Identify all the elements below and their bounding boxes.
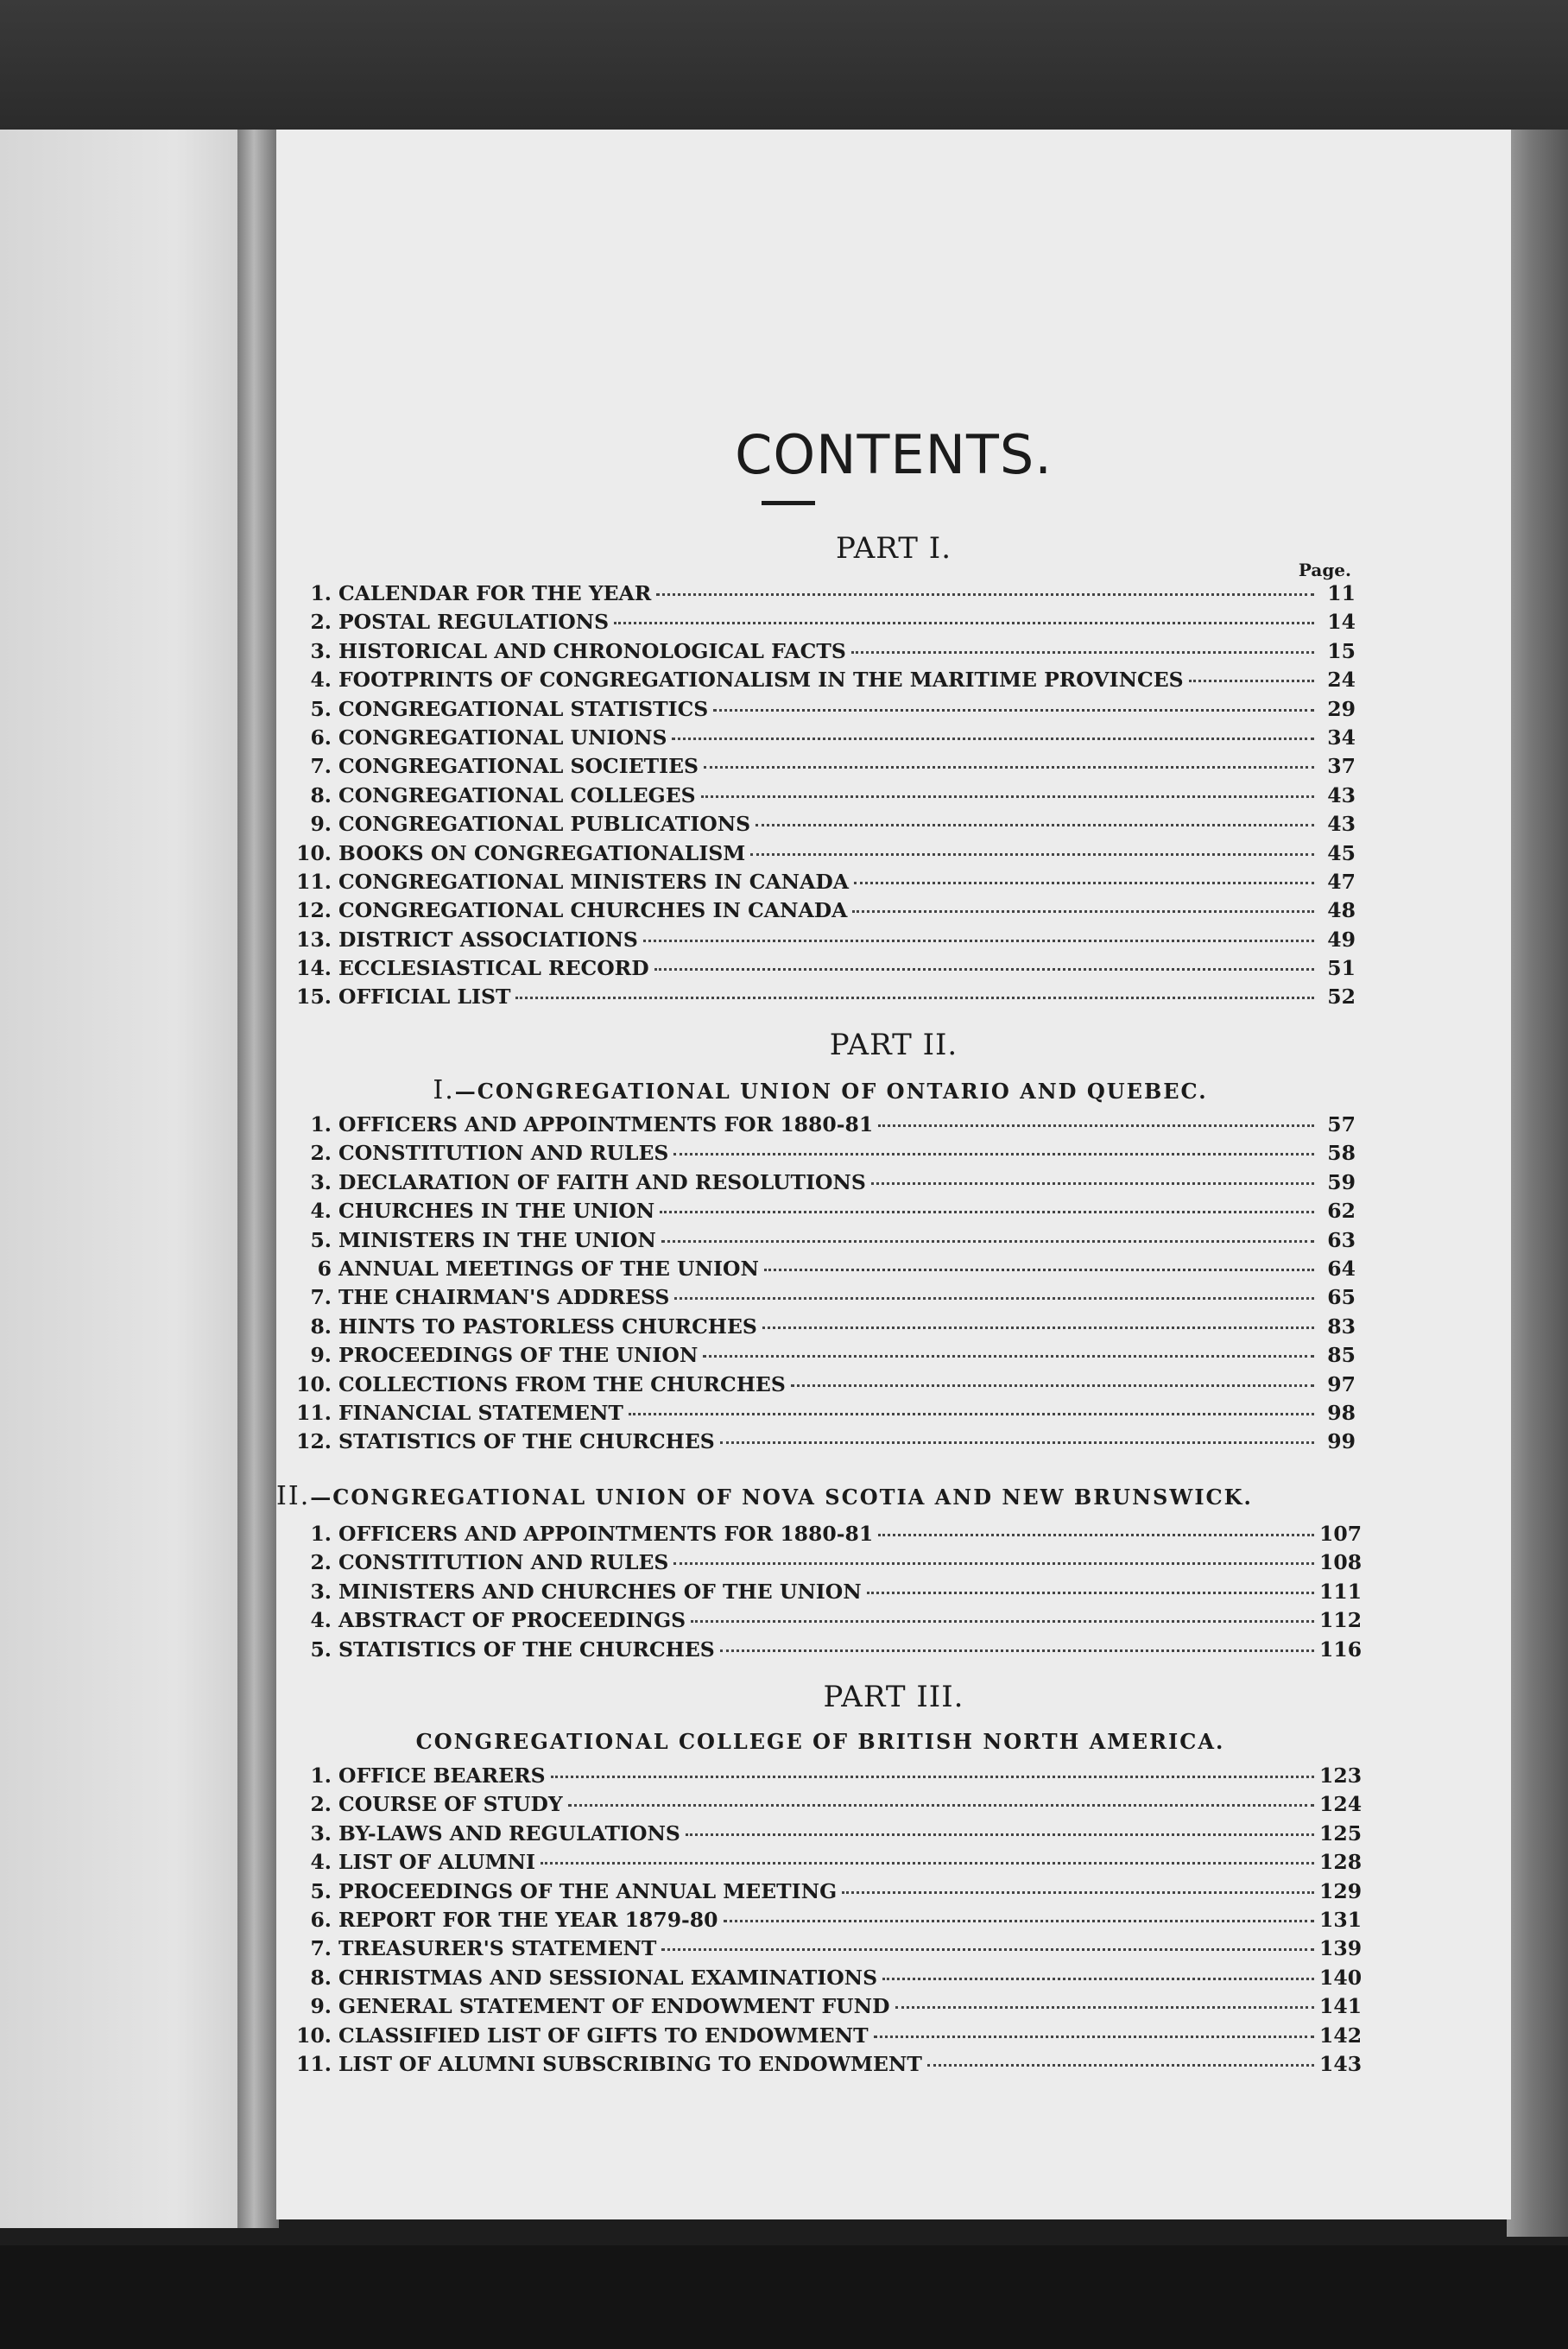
entry-page: 45 xyxy=(1327,840,1356,865)
entry-title: OFFICERS AND APPOINTMENTS FOR 1880-81 xyxy=(338,1522,874,1546)
toc-entry xyxy=(294,1257,1356,1285)
entry-page: 15 xyxy=(1327,638,1356,663)
entry-number: 6. xyxy=(310,725,332,750)
entry-number: 12. xyxy=(296,898,332,923)
entry-number: 3. xyxy=(310,1579,332,1604)
entry-page: 140 xyxy=(1319,1965,1363,1990)
entry-number: 5. xyxy=(310,696,332,721)
entry-title: DECLARATION OF FAITH AND RESOLUTIONS xyxy=(338,1169,866,1194)
entry-number: 6. xyxy=(310,1907,332,1932)
entry-page: 24 xyxy=(1327,668,1356,693)
leader-dots xyxy=(686,1833,1314,1836)
toc-entry xyxy=(294,1850,1363,1878)
part-2-heading: PART II. xyxy=(829,1028,958,1062)
leader-dots xyxy=(614,622,1314,624)
leader-dots xyxy=(661,1240,1314,1243)
toc-entry xyxy=(294,985,1356,1013)
entry-page: 143 xyxy=(1319,2051,1363,2076)
entry-title: CONSTITUTION AND RULES xyxy=(338,1550,669,1575)
leader-dots xyxy=(660,1211,1314,1213)
leader-dots xyxy=(842,1891,1314,1894)
leader-dots xyxy=(656,593,1314,596)
page-column-label: Page. xyxy=(1298,560,1351,580)
entry-number: 2. xyxy=(310,610,332,635)
leader-dots xyxy=(882,1978,1314,1980)
entry-page: 107 xyxy=(1319,1522,1363,1546)
toc-entry xyxy=(294,870,1356,898)
leader-dots xyxy=(867,1592,1314,1594)
leader-dots xyxy=(704,766,1314,769)
entry-number: 4. xyxy=(310,668,332,693)
entry-title: PROCEEDINGS OF THE ANNUAL MEETING xyxy=(338,1878,838,1903)
entry-title: REPORT FOR THE YEAR 1879-80 xyxy=(338,1907,718,1932)
scan-background-bottom xyxy=(0,2245,1568,2349)
entry-title: BY-LAWS AND REGULATIONS xyxy=(338,1820,680,1846)
entry-page: 47 xyxy=(1327,869,1356,894)
toc-entry xyxy=(294,898,1356,927)
toc-entry xyxy=(294,1522,1363,1550)
toc-entry xyxy=(294,1429,1356,1458)
toc-entry xyxy=(294,668,1356,696)
toc-entry xyxy=(294,1792,1363,1820)
entry-number: 4. xyxy=(310,1608,332,1633)
entry-title: CONGREGATIONAL UNIONS xyxy=(338,725,667,750)
entry-title: FOOTPRINTS OF CONGREGATIONALISM IN THE MARITIME PROVINCES xyxy=(338,668,1184,693)
entry-number: 14. xyxy=(296,956,332,981)
leader-dots xyxy=(854,882,1314,884)
toc-entry xyxy=(294,1936,1363,1965)
entry-number: 7. xyxy=(310,1285,332,1310)
book-gutter xyxy=(237,130,279,2228)
entry-page: 11 xyxy=(1327,581,1356,605)
entry-page: 43 xyxy=(1327,812,1356,837)
toc-entry xyxy=(294,841,1356,870)
entry-number: 3. xyxy=(310,638,332,663)
entry-page: 14 xyxy=(1327,610,1356,635)
leader-dots xyxy=(724,1920,1314,1922)
leader-dots xyxy=(661,1948,1314,1951)
entry-page: 52 xyxy=(1327,985,1356,1010)
entry-number: 9. xyxy=(310,1343,332,1368)
toc-entry xyxy=(294,1907,1363,1936)
entry-page: 85 xyxy=(1327,1343,1356,1368)
toc-entry xyxy=(294,1965,1363,1994)
leader-dots xyxy=(852,910,1314,913)
part-3-subheading: CONGREGATIONAL COLLEGE OF BRITISH NORTH AMERICA. xyxy=(415,1729,1225,1754)
section-roman: II. xyxy=(276,1481,311,1511)
toc-entry xyxy=(294,1763,1363,1792)
leader-dots xyxy=(874,2036,1314,2038)
part-2-section-2-list xyxy=(294,1522,1363,1666)
entry-title: OFFICIAL LIST xyxy=(338,985,511,1010)
scan-background-top xyxy=(0,0,1568,130)
leader-dots xyxy=(515,997,1314,999)
entry-number: 4. xyxy=(310,1199,332,1224)
leader-dots xyxy=(701,795,1314,798)
entry-page: 116 xyxy=(1319,1637,1363,1662)
toc-entry xyxy=(294,1637,1363,1666)
entry-number: 5. xyxy=(310,1227,332,1252)
toc-entry xyxy=(294,1285,1356,1314)
page-edges xyxy=(1507,130,1568,2237)
entry-number: 2. xyxy=(310,1792,332,1817)
entry-number: 8. xyxy=(310,1965,332,1990)
entry-title: GENERAL STATEMENT OF ENDOWMENT FUND xyxy=(338,1994,890,2019)
toc-entry xyxy=(294,956,1356,985)
leader-dots xyxy=(551,1776,1314,1778)
toc-entry xyxy=(294,1372,1356,1401)
entry-number: 10. xyxy=(296,1371,332,1396)
entry-number: 9. xyxy=(310,812,332,837)
entry-page: 48 xyxy=(1327,898,1356,923)
leader-dots xyxy=(871,1182,1314,1185)
entry-page: 59 xyxy=(1327,1169,1356,1194)
entry-title: COURSE OF STUDY xyxy=(338,1792,563,1817)
entry-page: 108 xyxy=(1319,1550,1363,1575)
entry-page: 63 xyxy=(1327,1227,1356,1252)
leader-dots xyxy=(672,738,1314,740)
entry-title: STATISTICS OF THE CHURCHES xyxy=(338,1429,715,1454)
entry-number: 7. xyxy=(310,1936,332,1961)
toc-entry xyxy=(294,1579,1363,1608)
leader-dots xyxy=(541,1862,1314,1865)
entry-page: 139 xyxy=(1319,1936,1363,1961)
entry-number: 3. xyxy=(310,1820,332,1846)
leader-dots xyxy=(629,1413,1314,1415)
leader-dots xyxy=(756,824,1314,826)
leader-dots xyxy=(878,1124,1314,1127)
entry-page: 49 xyxy=(1327,927,1356,952)
entry-number: 11. xyxy=(296,869,332,894)
entry-page: 43 xyxy=(1327,782,1356,807)
entry-number: 11. xyxy=(296,2051,332,2076)
toc-entry xyxy=(294,2051,1363,2080)
part-1-list xyxy=(294,581,1356,1014)
entry-title: STATISTICS OF THE CHURCHES xyxy=(338,1637,715,1662)
toc-entry xyxy=(294,610,1356,638)
entry-title: CONSTITUTION AND RULES xyxy=(338,1141,669,1166)
entry-page: 57 xyxy=(1327,1112,1356,1137)
entry-number: 2. xyxy=(310,1141,332,1166)
toc-entry xyxy=(294,725,1356,754)
leader-dots xyxy=(762,1326,1314,1329)
toc-entry xyxy=(294,639,1356,668)
entry-title: HISTORICAL AND CHRONOLOGICAL FACTS xyxy=(338,638,846,663)
entry-title: ABSTRACT OF PROCEEDINGS xyxy=(338,1608,686,1633)
entry-title: MINISTERS AND CHURCHES OF THE UNION xyxy=(338,1579,862,1604)
entry-title: CALENDAR FOR THE YEAR xyxy=(338,581,652,605)
leader-dots xyxy=(720,1441,1314,1444)
entry-title: CLASSIFIED LIST OF GIFTS TO ENDOWMENT xyxy=(338,2023,869,2048)
leader-dots xyxy=(1189,680,1314,682)
part-1-heading: PART I. xyxy=(835,531,952,566)
entry-title: CONGREGATIONAL CHURCHES IN CANADA xyxy=(338,898,848,923)
entry-title: ECCLESIASTICAL RECORD xyxy=(338,956,649,981)
entry-page: 29 xyxy=(1327,696,1356,721)
entry-page: 97 xyxy=(1327,1371,1356,1396)
entry-number: 12. xyxy=(296,1429,332,1454)
entry-title: CONGREGATIONAL PUBLICATIONS xyxy=(338,812,751,837)
toc-entry xyxy=(294,1550,1363,1579)
entry-number: 1. xyxy=(310,581,332,605)
leader-dots xyxy=(927,2064,1314,2067)
part-2-section-2-heading xyxy=(276,1481,1356,1511)
toc-entry xyxy=(294,1820,1363,1850)
entry-title: MINISTERS IN THE UNION xyxy=(338,1227,656,1252)
entry-title: THE CHAIRMAN'S ADDRESS xyxy=(338,1285,670,1310)
entry-title: OFFICE BEARERS xyxy=(338,1763,546,1788)
entry-page: 111 xyxy=(1319,1579,1363,1604)
leader-dots xyxy=(851,651,1314,654)
leader-dots xyxy=(750,853,1314,856)
leader-dots xyxy=(703,1355,1314,1358)
leader-dots xyxy=(643,940,1314,942)
entry-title: COLLECTIONS FROM THE CHURCHES xyxy=(338,1371,786,1396)
section-title: —CONGREGATIONAL UNION OF ONTARIO AND QUEBEC. xyxy=(454,1079,1208,1104)
part-2-section-1-list xyxy=(294,1112,1356,1459)
entry-page: 62 xyxy=(1327,1199,1356,1224)
entry-page: 58 xyxy=(1327,1141,1356,1166)
entry-number: 6 xyxy=(317,1256,332,1281)
entry-number: 5. xyxy=(310,1637,332,1662)
entry-page: 125 xyxy=(1319,1820,1363,1846)
toc-entry xyxy=(294,783,1356,812)
toc-entry xyxy=(294,1994,1363,2023)
entry-number: 8. xyxy=(310,1314,332,1339)
leader-dots xyxy=(878,1534,1314,1536)
entry-page: 124 xyxy=(1319,1792,1363,1817)
leader-dots xyxy=(895,2006,1314,2009)
entry-page: 112 xyxy=(1319,1608,1363,1633)
entry-page: 142 xyxy=(1319,2023,1363,2048)
entry-title: FINANCIAL STATEMENT xyxy=(338,1400,623,1425)
leader-dots xyxy=(673,1562,1314,1565)
part-3-heading: PART III. xyxy=(823,1680,964,1714)
entry-number: 8. xyxy=(310,782,332,807)
leader-dots xyxy=(791,1384,1314,1387)
entry-title: ANNUAL MEETINGS OF THE UNION xyxy=(338,1256,759,1281)
entry-page: 64 xyxy=(1327,1256,1356,1281)
entry-title: OFFICERS AND APPOINTMENTS FOR 1880-81 xyxy=(338,1112,874,1137)
entry-title: CONGREGATIONAL SOCIETIES xyxy=(338,754,699,779)
facing-page xyxy=(0,130,250,2228)
page-title: CONTENTS. xyxy=(735,423,1053,486)
entry-number: 1. xyxy=(310,1763,332,1788)
part-3-list xyxy=(294,1763,1363,2080)
entry-page: 65 xyxy=(1327,1285,1356,1310)
toc-entry xyxy=(294,1112,1356,1141)
entry-page: 129 xyxy=(1319,1878,1363,1903)
entry-number: 10. xyxy=(296,840,332,865)
leader-dots xyxy=(674,1297,1314,1300)
toc-entry xyxy=(294,754,1356,782)
entry-number: 15. xyxy=(296,985,332,1010)
entry-title: CONGREGATIONAL MINISTERS IN CANADA xyxy=(338,869,849,894)
entry-page: 141 xyxy=(1319,1994,1363,2019)
section-title: —CONGREGATIONAL UNION OF NOVA SCOTIA AND NEW BRUNSWICK. xyxy=(310,1485,1253,1510)
section-roman: I. xyxy=(433,1075,455,1105)
entry-title: CHURCHES IN THE UNION xyxy=(338,1199,655,1224)
entry-number: 4. xyxy=(310,1850,332,1875)
entry-number: 10. xyxy=(296,2023,332,2048)
part-2-section-1-heading xyxy=(285,1075,1356,1105)
title-rule xyxy=(762,501,815,505)
leader-dots xyxy=(691,1620,1314,1623)
toc-entry xyxy=(294,1228,1356,1257)
entry-number: 9. xyxy=(310,1994,332,2019)
entry-page: 123 xyxy=(1319,1763,1363,1788)
contents-page xyxy=(276,130,1511,2219)
entry-page: 37 xyxy=(1327,754,1356,779)
toc-entry xyxy=(294,697,1356,725)
entry-title: CONGREGATIONAL COLLEGES xyxy=(338,782,696,807)
toc-entry xyxy=(294,1878,1363,1908)
leader-dots xyxy=(713,709,1314,712)
entry-number: 7. xyxy=(310,754,332,779)
entry-page: 83 xyxy=(1327,1314,1356,1339)
leader-dots xyxy=(764,1269,1314,1271)
toc-entry xyxy=(294,1141,1356,1169)
entry-title: HINTS TO PASTORLESS CHURCHES xyxy=(338,1314,757,1339)
entry-title: PROCEEDINGS OF THE UNION xyxy=(338,1343,699,1368)
entry-title: TREASURER'S STATEMENT xyxy=(338,1936,657,1961)
toc-entry xyxy=(294,581,1356,610)
toc-entry xyxy=(294,928,1356,956)
leader-dots xyxy=(673,1153,1314,1156)
entry-title: CONGREGATIONAL STATISTICS xyxy=(338,696,709,721)
toc-entry xyxy=(294,1401,1356,1429)
entry-page: 99 xyxy=(1327,1429,1356,1454)
entry-number: 11. xyxy=(296,1400,332,1425)
entry-page: 131 xyxy=(1319,1907,1363,1932)
entry-title: DISTRICT ASSOCIATIONS xyxy=(338,927,638,952)
entry-number: 2. xyxy=(310,1550,332,1575)
entry-page: 128 xyxy=(1319,1850,1363,1875)
entry-number: 1. xyxy=(310,1112,332,1137)
entry-title: LIST OF ALUMNI xyxy=(338,1850,535,1875)
entry-number: 5. xyxy=(310,1878,332,1903)
entry-page: 51 xyxy=(1327,956,1356,981)
entry-number: 13. xyxy=(296,927,332,952)
entry-number: 1. xyxy=(310,1522,332,1546)
entry-title: CHRISTMAS AND SESSIONAL EXAMINATIONS xyxy=(338,1965,878,1990)
toc-entry xyxy=(294,1343,1356,1371)
toc-entry xyxy=(294,1608,1363,1637)
entry-page: 98 xyxy=(1327,1400,1356,1425)
entry-page: 34 xyxy=(1327,725,1356,750)
entry-title: POSTAL REGULATIONS xyxy=(338,610,610,635)
toc-entry xyxy=(294,1170,1356,1199)
entry-title: LIST OF ALUMNI SUBSCRIBING TO ENDOWMENT xyxy=(338,2051,922,2076)
toc-entry xyxy=(294,1199,1356,1227)
toc-entry xyxy=(294,812,1356,840)
entry-number: 3. xyxy=(310,1169,332,1194)
leader-dots xyxy=(568,1804,1314,1807)
entry-title: BOOKS ON CONGREGATIONALISM xyxy=(338,840,746,865)
toc-entry xyxy=(294,2023,1363,2052)
leader-dots xyxy=(720,1649,1314,1652)
leader-dots xyxy=(654,968,1314,971)
toc-entry xyxy=(294,1314,1356,1343)
